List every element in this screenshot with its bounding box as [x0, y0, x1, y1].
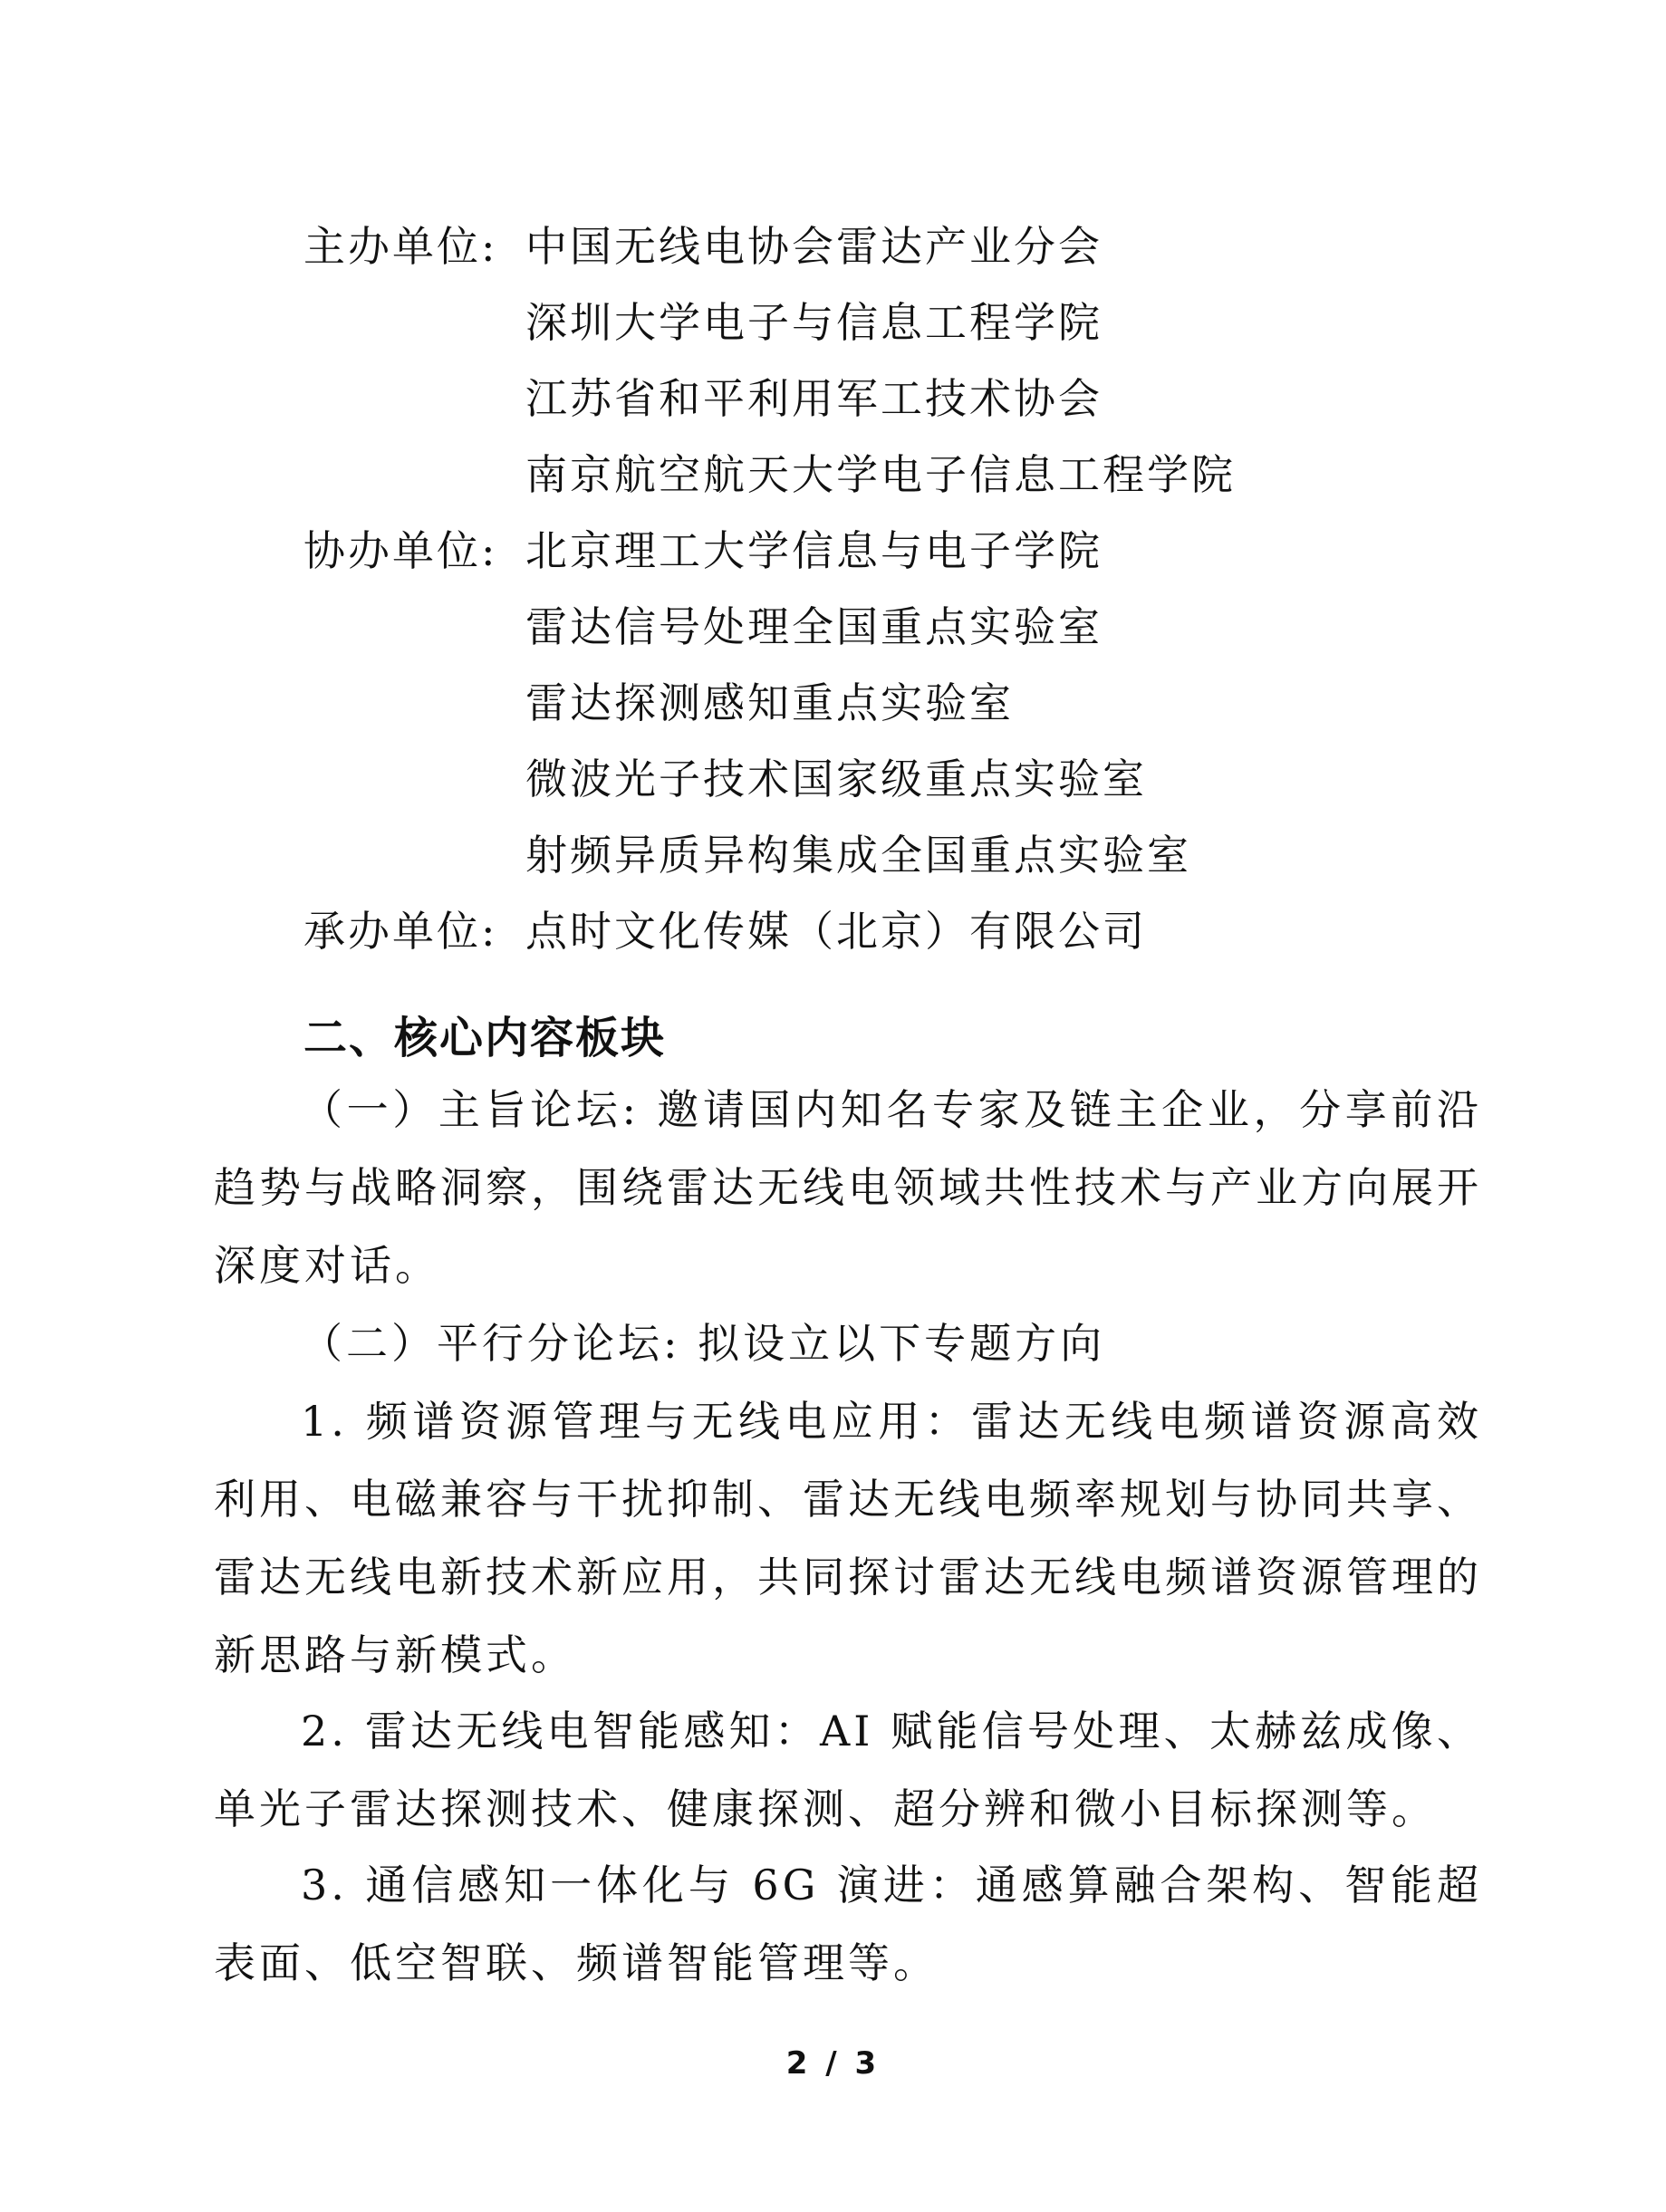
co-organizer-row — [303, 665, 1236, 741]
co-organization: 微波光子技术国家级重点实验室 — [525, 755, 1147, 803]
undertaker-row — [303, 893, 1236, 969]
co-organization: 雷达探测感知重点实验室 — [525, 678, 1014, 727]
co-organization: 北京理工大学信息与电子学院 — [525, 526, 1103, 575]
co-organizer-row — [303, 513, 1236, 589]
host-row — [303, 361, 1236, 437]
co-organizer-row — [303, 589, 1236, 665]
host-organization: 江苏省和平利用军工技术协会 — [525, 374, 1103, 423]
paragraph-parallel-forums: （二）平行分论坛: 拟设立以下专题方向 — [301, 1319, 1106, 1368]
host-organization: 南京航空航天大学电子信息工程学院 — [525, 450, 1236, 499]
co-organization: 射频异质异构集成全国重点实验室 — [525, 831, 1191, 880]
organizers-block — [303, 208, 1236, 969]
host-organization: 深圳大学电子与信息工程学院 — [525, 298, 1103, 347]
undertaker-organization: 点时文化传媒（北京）有限公司 — [525, 907, 1147, 956]
undertaker-label: 承办单位: — [303, 907, 498, 956]
host-row — [303, 208, 1236, 284]
section-heading: 二、核心内容板块 — [303, 1013, 667, 1063]
co-organizer-label: 协办单位: — [303, 526, 498, 575]
host-organization: 中国无线电协会雷达产业分会 — [525, 222, 1103, 271]
host-label: 主办单位: — [303, 222, 498, 271]
co-organization: 雷达信号处理全国重点实验室 — [525, 602, 1103, 651]
page-number: 2 / 3 — [785, 2045, 881, 2082]
host-row — [303, 284, 1236, 361]
co-organizer-row — [303, 817, 1236, 893]
paragraph-topic-intelligent-sensing: 2. 雷达无线电智能感知：AI 赋能信号处理、太赫兹成像、单光子雷达探测技术、健康探测、超分辨和微小目标探测等。 — [214, 1707, 1482, 1833]
co-organizer-row — [303, 741, 1236, 817]
host-row — [303, 437, 1236, 513]
paragraph-keynote-forum: （一）主旨论坛: 邀请国内知名专家及链主企业，分享前沿趋势与战略洞察，围绕雷达无线电领域共性技术与产业方向展开深度对话。 — [214, 1085, 1482, 1290]
paragraph-topic-isac-6g: 3. 通信感知一体化与 6G 演进：通感算融合架构、智能超表面、低空智联、频谱智能管理等。 — [214, 1861, 1482, 1987]
paragraph-topic-spectrum: 1. 频谱资源管理与无线电应用：雷达无线电频谱资源高效利用、电磁兼容与干扰抑制、雷达无线电频率规划与协同共享、雷达无线电新技术新应用，共同探讨雷达无线电频谱资源管理的新思路与新模式。 — [214, 1397, 1482, 1679]
